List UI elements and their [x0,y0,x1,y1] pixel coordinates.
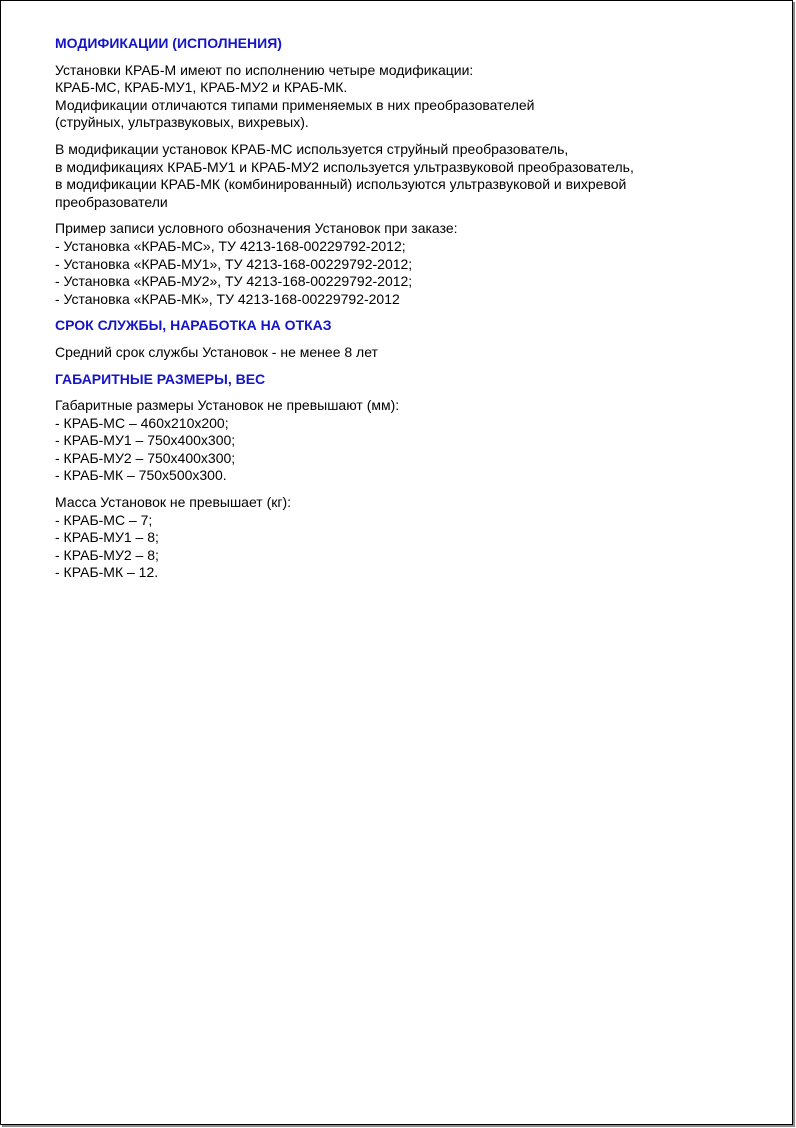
text-line: Габаритные размеры Установок не превышают (мм): [55,397,400,414]
text-line: Модификации отличаются типами применяемых в них преобразователей [55,96,535,113]
list-item: - КРАБ-МУ2 – 8; [55,546,159,563]
list-item: - Установка «КРАБ-МК», ТУ 4213-168-00229792-2012 [55,290,400,307]
paragraph [55,494,755,582]
paragraph [55,220,755,308]
section-dimensions-weight [55,371,755,583]
list-item: - Установка «КРАБ-МУ1», ТУ 4213-168-00229792-2012; [55,255,413,272]
list-item: - Установка «КРАБ-МС», ТУ 4213-168-00229792-2012; [55,237,406,254]
list-item: - КРАБ-МК – 12. [55,564,159,581]
list-item: - КРАБ-МС – 7; [55,511,153,528]
paragraph [55,141,755,211]
text-line: Масса Установок не превышает (кг): [55,494,292,511]
section-heading: МОДИФИКАЦИИ (ИСПОЛНЕНИЯ) [55,35,282,51]
text-line: Установки КРАБ-М имеют по исполнению четыре модификации: [55,61,474,78]
text-line: Средний срок службы Установок - не менее 8 лет [55,343,378,360]
list-item: - КРАБ-МУ1 – 750x400x300; [55,432,236,449]
list-item: - Установка «КРАБ-МУ2», ТУ 4213-168-00229792-2012; [55,273,413,290]
list-item: - КРАБ-МК – 750x500x300. [55,467,227,484]
section-modifications [55,35,755,308]
paragraph [55,62,755,132]
text-line: преобразователи [55,193,168,210]
list-item: - КРАБ-МУ1 – 8; [55,529,159,546]
text-line: в модификации КРАБ-МК (комбинированный) используются ультразвуковой и вихревой [55,176,627,193]
paragraph [55,397,755,485]
paragraph [55,344,755,362]
text-line: в модификациях КРАБ-МУ1 и КРАБ-МУ2 используется ультразвуковой преобразователь, [55,158,634,175]
page-content [55,35,755,591]
section-heading: СРОК СЛУЖБЫ, НАРАБОТКА НА ОТКАЗ [55,317,332,334]
list-item: - КРАБ-МС – 460x210x200; [55,414,229,431]
text-line: Пример записи условного обозначения Установок при заказе: [55,220,458,237]
list-item: - КРАБ-МУ2 – 750x400x300; [55,449,236,466]
text-line: КРАБ-МС, КРАБ-МУ1, КРАБ-МУ2 и КРАБ-МК. [55,79,348,96]
section-service-life [55,317,755,361]
text-line: (струйных, ультразвуковых, вихревых). [55,114,309,131]
section-heading: ГАБАРИТНЫЕ РАЗМЕРЫ, ВЕС [55,370,266,387]
text-line: В модификации установок КРАБ-МС используется струйный преобразователь, [55,140,569,157]
